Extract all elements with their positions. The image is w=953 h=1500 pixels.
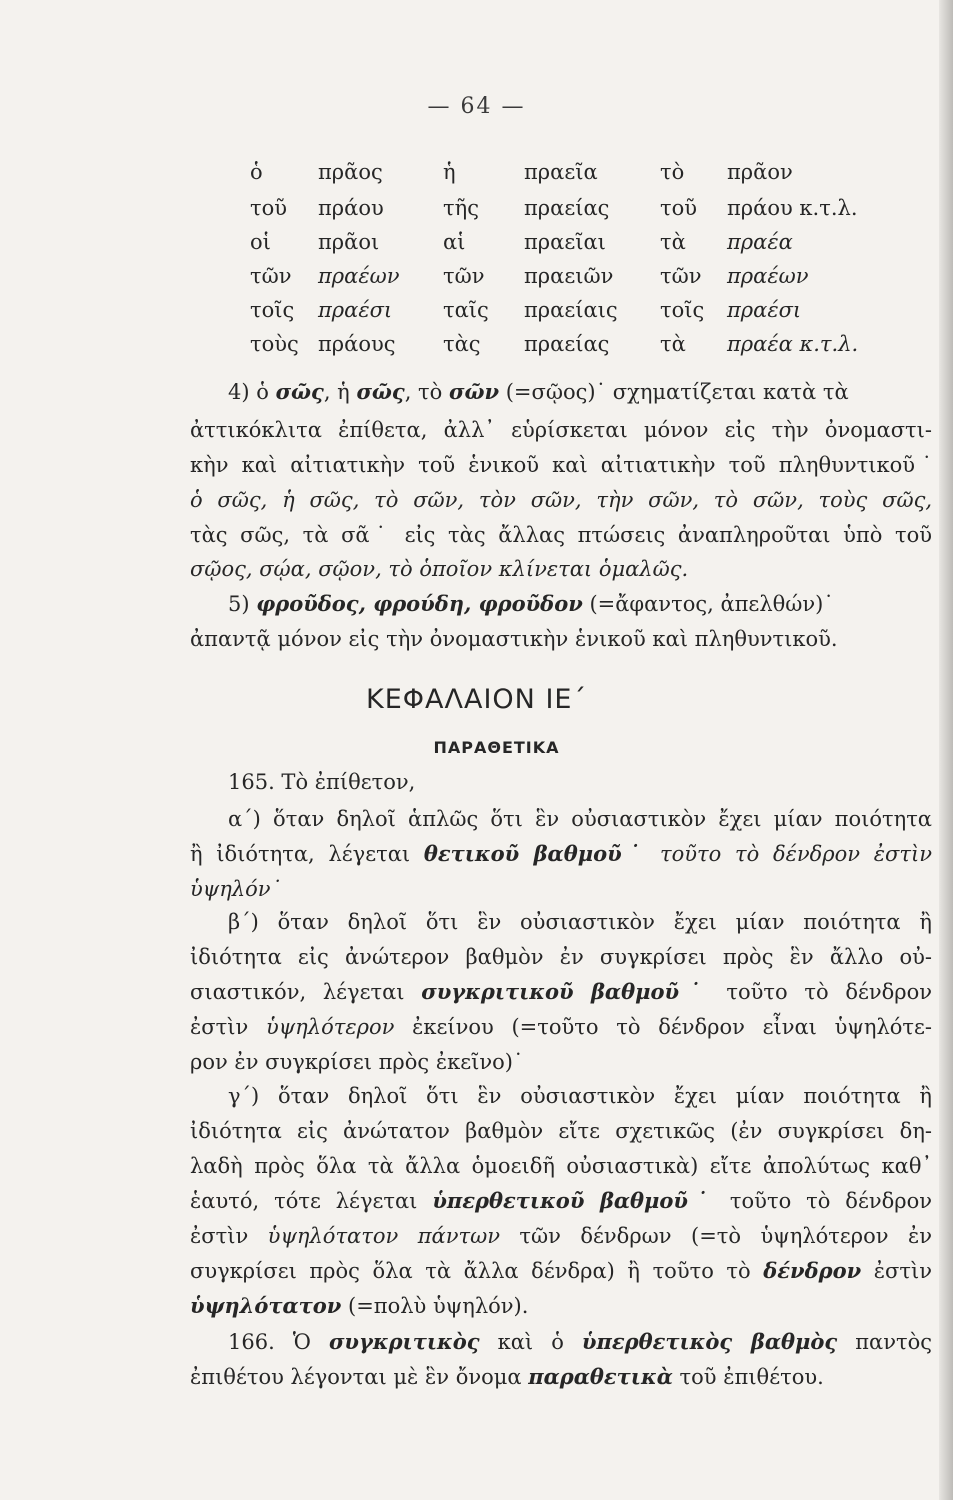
form-fem: πραεῖα (524, 160, 598, 184)
text-span: τῶν δένδρων (=τὸ ὑψηλότερον ἐν (499, 1224, 933, 1248)
chapter-title: ΚΕΦΑΛΑΙΟΝ ΙΕ΄ (366, 684, 587, 715)
article-fem: τὰς (443, 332, 481, 356)
text-span: καὶ ὁ (479, 1330, 582, 1354)
article-masc: οἱ (250, 230, 271, 254)
term-bold: σῶς (356, 379, 405, 404)
form-masc: πραέσι (318, 298, 393, 322)
text-span: (=ἄφαντος, ἀπελθών)˙ (582, 592, 834, 616)
form-fem: πραειῶν (524, 264, 614, 288)
form-fem: πραείας (524, 196, 610, 220)
para4-line: ὁ σῶς, ἡ σῶς, τὸ σῶν, τὸν σῶν, τὴν σῶν, τὸ σῶν, τοὺς σῶς, (190, 488, 932, 512)
article-fem: τῆς (443, 196, 479, 220)
form-neut: πραέα (727, 230, 793, 254)
para5-line (228, 590, 932, 618)
section-165-line (190, 978, 932, 1006)
text-span: ἐπιθέτου λέγονται μὲ ἓν ὄνομα (190, 1365, 529, 1389)
form-masc: πράους (318, 332, 396, 356)
term-bold: σῶν (449, 379, 500, 404)
form-neut: πράου κ.τ.λ. (727, 196, 858, 220)
form-fem: πραείας (524, 332, 610, 356)
page-number: — 64 — (427, 94, 526, 119)
text-span: τοῦτο τὸ δένδρον ἐστὶν (646, 842, 932, 866)
section-165-line: ὑψηλόν˙ (190, 877, 282, 901)
term-italic: ὑψηλότερον (265, 1015, 395, 1039)
article-masc: τῶν (250, 264, 292, 288)
form-masc: πρᾶος (318, 160, 383, 184)
section-165-line (190, 840, 932, 868)
para4-line: ἀττικόκλιτα ἐπίθετα, ἀλλ᾽ εὑρίσκεται μόνον εἰς τὴν ὀνομαστι- (190, 418, 932, 442)
section-165-line (190, 1222, 932, 1250)
form-masc: πράου (318, 196, 384, 220)
text-span: , ἡ (323, 380, 357, 404)
form-neut: πρᾶον (727, 160, 793, 184)
article-masc: ὁ (250, 160, 263, 184)
section-165-heading: 165. Τὸ ἐπίθετον, (228, 770, 416, 794)
article-neut: τοῖς (660, 298, 705, 322)
chapter-subtitle: ΠΑΡΑΘΕΤΙΚΑ (433, 738, 560, 757)
section-165-line: ρον ἐν συγκρίσει πρὸς ἐκεῖνο)˙ (190, 1050, 524, 1074)
text-span: ἐστὶν (861, 1259, 932, 1283)
text-span: τοῦτο τὸ δένδρον (715, 1189, 932, 1213)
term-bold: δένδρον (763, 1258, 862, 1283)
form-fem: πραεῖαι (524, 230, 606, 254)
term-bold: θετικοῦ βαθμοῦ˙ (423, 841, 647, 866)
form-neut: πραέων (727, 264, 809, 288)
term-bold: παραθετικὰ (528, 1364, 673, 1389)
article-fem: ἡ (443, 160, 456, 184)
form-neut: πραέα κ.τ.λ. (727, 332, 859, 356)
text-span: , τὸ (404, 380, 449, 404)
text-span: (=πολὺ ὑψηλόν). (341, 1294, 529, 1318)
para4-line: τὰς σῶς, τὰ σᾶ˙ εἰς τὰς ἄλλας πτώσεις ἀναπληροῦται ὑπὸ τοῦ (190, 523, 932, 547)
section-165-line (190, 1292, 932, 1320)
term-bold: ὑπερθετικοῦ βαθμοῦ˙ (432, 1188, 715, 1213)
section-165-line (190, 1187, 932, 1215)
text-span: ἐστὶν (190, 1015, 266, 1039)
term-bold: φροῦδος, φρούδη, φροῦδον (256, 591, 583, 616)
text-span: ἐστὶν (190, 1224, 268, 1248)
term-bold: συγκριτικοῦ βαθμοῦ˙ (421, 979, 710, 1004)
form-masc: πρᾶοι (318, 230, 380, 254)
para4-line (228, 378, 932, 406)
section-165-line: β΄) ὅταν δηλοῖ ὅτι ἓν οὐσιαστικὸν ἔχει μίαν ποιότητα ἢ (228, 910, 932, 934)
article-fem: τῶν (443, 264, 485, 288)
text-span: σιαστικόν, λέγεται (190, 980, 422, 1004)
article-neut: τὰ (660, 230, 686, 254)
term-bold: σῶς (275, 379, 324, 404)
term-bold: συγκριτικὸς (328, 1329, 480, 1354)
article-neut: τὸ (660, 160, 685, 184)
text-span: ἐκείνου (=τοῦτο τὸ δένδρον εἶναι ὑψηλότε- (394, 1015, 932, 1039)
article-fem: ταῖς (443, 298, 489, 322)
text-span: παντὸς (837, 1330, 933, 1354)
section-165-line (190, 1013, 932, 1041)
form-masc: πραέων (318, 264, 400, 288)
article-neut: τοῦ (660, 196, 698, 220)
section-165-line: γ΄) ὅταν δηλοῖ ὅτι ἓν οὐσιαστικὸν ἔχει μίαν ποιότητα ἢ (228, 1084, 932, 1108)
term-bold: ὑψηλότατον (190, 1293, 342, 1318)
para4-line: κὴν καὶ αἰτιατικὴν τοῦ ἑνικοῦ καὶ αἰτιατικὴν τοῦ πληθυντικοῦ˙ (190, 453, 932, 477)
term-italic: ὑψηλότατον πάντων (267, 1224, 500, 1248)
section-165-line: ἰδιότητα εἰς ἀνώτατον βαθμὸν εἴτε σχετικῶς (ἐν συγκρίσει δη- (190, 1119, 932, 1143)
section-165-line (190, 1257, 932, 1285)
section-166-line (228, 1328, 932, 1356)
article-neut: τῶν (660, 264, 702, 288)
para5-line: ἀπαντᾷ μόνον εἰς τὴν ὀνομαστικὴν ἑνικοῦ καὶ πληθυντικοῦ. (190, 627, 838, 651)
text-span: 5) (228, 592, 257, 616)
text-span: ἢ ἰδιότητα, λέγεται (190, 842, 424, 866)
article-neut: τὰ (660, 332, 686, 356)
section-166-line (190, 1363, 932, 1391)
article-fem: αἱ (443, 230, 466, 254)
article-masc: τοὺς (250, 332, 299, 356)
section-165-line: α΄) ὅταν δηλοῖ ἁπλῶς ὅτι ἓν οὐσιαστικὸν ἔχει μίαν ποιότητα (228, 807, 932, 831)
para4-line: σῷος, σῴα, σῷον, τὸ ὁποῖον κλίνεται ὁμαλῶς. (190, 557, 689, 581)
text-span: τοῦ ἐπιθέτου. (672, 1365, 824, 1389)
term-bold: ὑπερθετικὸς βαθμὸς (581, 1329, 838, 1354)
text-span: 4) ὁ (228, 380, 276, 404)
text-span: (=σῷος)˙ σχηματίζεται κατὰ τὰ (499, 380, 849, 404)
text-span: τοῦτο τὸ δένδρον (709, 980, 933, 1004)
text-span: συγκρίσει πρὸς ὅλα τὰ ἄλλα δένδρα) ἢ τοῦτο τὸ (190, 1259, 764, 1283)
form-neut: πραέσι (727, 298, 802, 322)
text-span: 166. Ὁ (228, 1330, 329, 1354)
section-165-line: ἰδιότητα εἰς ἀνώτερον βαθμὸν ἐν συγκρίσει πρὸς ἓν ἄλλο οὐ- (190, 945, 932, 969)
text-span: ἑαυτό, τότε λέγεται (190, 1189, 433, 1213)
article-masc: τοῖς (250, 298, 295, 322)
form-fem: πραείαις (524, 298, 618, 322)
article-masc: τοῦ (250, 196, 288, 220)
section-165-line: λαδὴ πρὸς ὅλα τὰ ἄλλα ὁμοειδῆ οὐσιαστικὰ) εἴτε ἀπολύτως καθ᾽ (190, 1154, 932, 1178)
